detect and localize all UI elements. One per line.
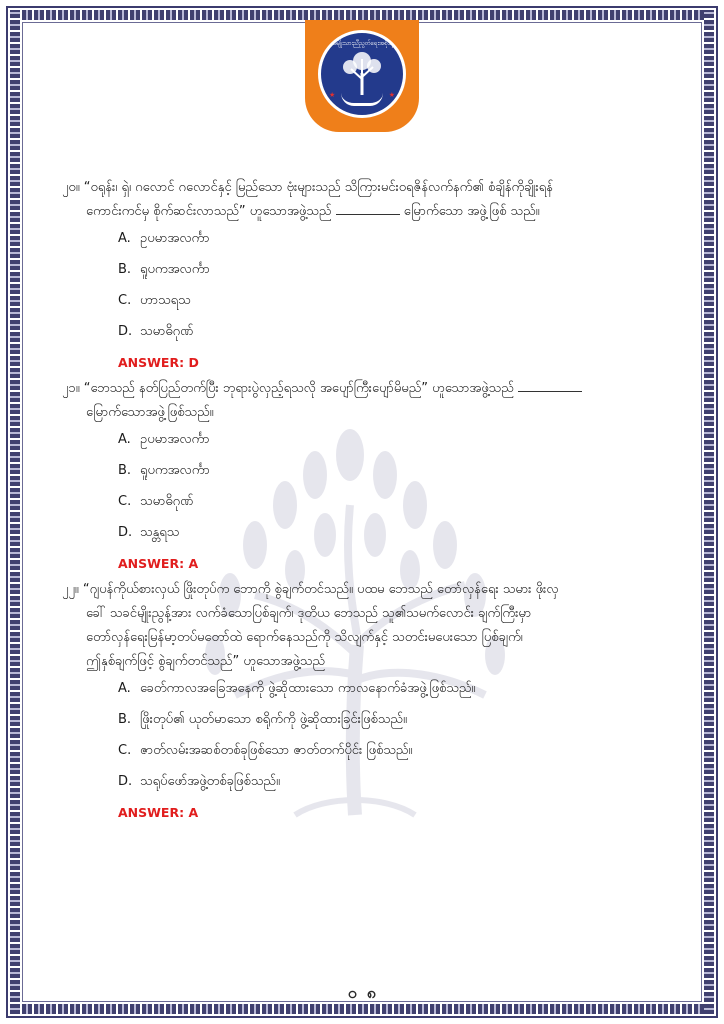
option-text: သရုပ်ဖော်အဖွဲ့တစ်ခုဖြစ်သည်။ <box>140 774 280 789</box>
question-text: မြောက်သော အဖွဲ့ဖြစ် သည်။ <box>403 204 540 219</box>
option-a <box>118 428 672 459</box>
page-number-digit: ၀ <box>347 983 357 1002</box>
option-c <box>118 490 672 521</box>
option-text: သန္တရသ <box>140 525 180 540</box>
option-letter: C. <box>118 743 132 758</box>
option-text: ဇာတ်လမ်းအဆစ်တစ်ခုဖြစ်သော ဇာတ်တက်ပိုင်း ဖြစ်သည်။ <box>140 743 413 758</box>
answer-label: ANSWER: D <box>118 355 199 370</box>
logo-tab <box>305 20 419 132</box>
question-text: “ဝရုန်း၊ ရှဲ၊ ဂလောင် ဂလောင်နှင့် မြည်သော ဗုံးများသည် သိကြားမင်းဝရဇိန်လက်နက်၏ စံချိန်ကိုချိုးရန် <box>83 180 553 195</box>
options-list <box>62 227 672 351</box>
border-pattern-bottom <box>10 1004 714 1014</box>
answer-blank <box>518 377 582 392</box>
option-letter: D. <box>118 324 133 339</box>
question-line <box>62 377 672 401</box>
option-letter: B. <box>118 262 132 277</box>
option-d <box>118 770 672 801</box>
question-text: မြောက်သောအဖွဲ့ဖြစ်သည်။ <box>86 405 214 420</box>
answer-label: ANSWER: A <box>118 805 199 820</box>
tree-book-emblem-icon <box>335 47 389 97</box>
options-list <box>62 677 672 801</box>
question-line <box>62 401 672 425</box>
option-letter: D. <box>118 774 133 789</box>
question-text: ဤနှစ်ချက်ဖြင့် စွဲချက်တင်သည်” ဟူသောအဖွဲ့သည် <box>86 654 326 669</box>
question-21 <box>62 377 672 578</box>
stars-icon: ★ ★ <box>329 91 395 99</box>
option-letter: A. <box>118 231 131 246</box>
option-b <box>118 708 672 739</box>
option-letter: D. <box>118 525 133 540</box>
option-text: ခေတ်ကာလအခြေအနေကို ဖွဲ့ဆိုထားသော ကာလနောက်ခံအဖွဲ့ဖြစ်သည်။ <box>140 681 476 696</box>
option-c <box>118 739 672 770</box>
question-text: “ဂျပန်ကိုယ်စားလှယ် ဖြိုးတုပ်က ဘောကို စွဲချက်တင်သည်။ ပထမ ဘေသည် တော်လှန်ရေး သမား ဖိုးလှ <box>82 582 559 597</box>
question-text: တော်လှန်ရေးမြန်မာ့တပ်မတော်ထဲ ရောက်နေသည်ကို သိလျက်နှင့် သတင်းမပေးသော ပြစ်ချက်၊ <box>86 630 523 645</box>
question-line <box>62 626 672 650</box>
option-letter: A. <box>118 681 131 696</box>
question-line <box>62 650 672 674</box>
option-letter: B. <box>118 712 132 727</box>
option-letter: C. <box>118 293 132 308</box>
question-line <box>62 176 672 200</box>
question-number: ၂၂။ <box>62 582 79 597</box>
option-a <box>118 677 672 708</box>
option-text: ဖြိုးတုပ်၏ ယုတ်မာသော စရိုက်ကို ဖွဲ့ဆိုထားခြင်းဖြစ်သည်။ <box>140 712 407 727</box>
answer-label: ANSWER: A <box>118 556 199 571</box>
border-pattern-top <box>10 10 714 20</box>
question-line <box>62 602 672 626</box>
question-line <box>62 200 672 224</box>
page-number <box>330 983 394 1005</box>
option-letter: A. <box>118 432 131 447</box>
option-d <box>118 521 672 552</box>
option-text: ဥပမာအလင်္ကာ <box>140 432 210 447</box>
option-letter: C. <box>118 494 132 509</box>
option-text: ရူပကအလင်္ကာ <box>140 463 210 478</box>
options-list <box>62 428 672 552</box>
question-20 <box>62 176 672 377</box>
question-number: ၂၀။ <box>62 180 80 195</box>
option-text: သမာဓိဂုဏ် <box>140 324 194 339</box>
option-b <box>118 258 672 289</box>
page-number-digit: ၈ <box>366 983 377 1002</box>
option-a <box>118 227 672 258</box>
question-text: ခေါ် သခင်မျိုးညွန့်အား လက်ခံသောပြစ်ချက်၊ ဒုတိယ ဘေသည် သူ၏သမက်လောင်း ချက်ကြီးမှာ <box>86 606 532 621</box>
answer-blank <box>336 200 400 215</box>
option-text: သမာဓိဂုဏ် <box>140 494 194 509</box>
question-content <box>62 176 672 827</box>
border-pattern-right <box>704 10 714 1014</box>
option-d <box>118 320 672 351</box>
logo-ring-text: အမျိုးသားညီညွတ်ရေးအစိုးရ <box>331 40 393 47</box>
question-text: ကောင်းကင်မှ စိုက်ဆင်းလာသည်” ဟူသောအဖွဲ့သည် <box>86 204 332 219</box>
question-number: ၂၁။ <box>62 381 80 396</box>
question-22 <box>62 578 672 827</box>
option-b <box>118 459 672 490</box>
logo-emblem <box>318 30 406 118</box>
question-line <box>62 578 672 602</box>
option-text: ရူပကအလင်္ကာ <box>140 262 210 277</box>
option-text: ဥပမာအလင်္ကာ <box>140 231 210 246</box>
border-pattern-left <box>10 10 20 1014</box>
option-c <box>118 289 672 320</box>
question-text: “ဘေသည် နတ်ပြည်တက်ပြီး ဘုရားပွဲလှည့်ရသလို အပျော်ကြီးပျော်မိမည်” ဟူသောအဖွဲ့သည် <box>83 381 514 396</box>
option-letter: B. <box>118 463 132 478</box>
option-text: ဟာသရသ <box>140 293 191 308</box>
